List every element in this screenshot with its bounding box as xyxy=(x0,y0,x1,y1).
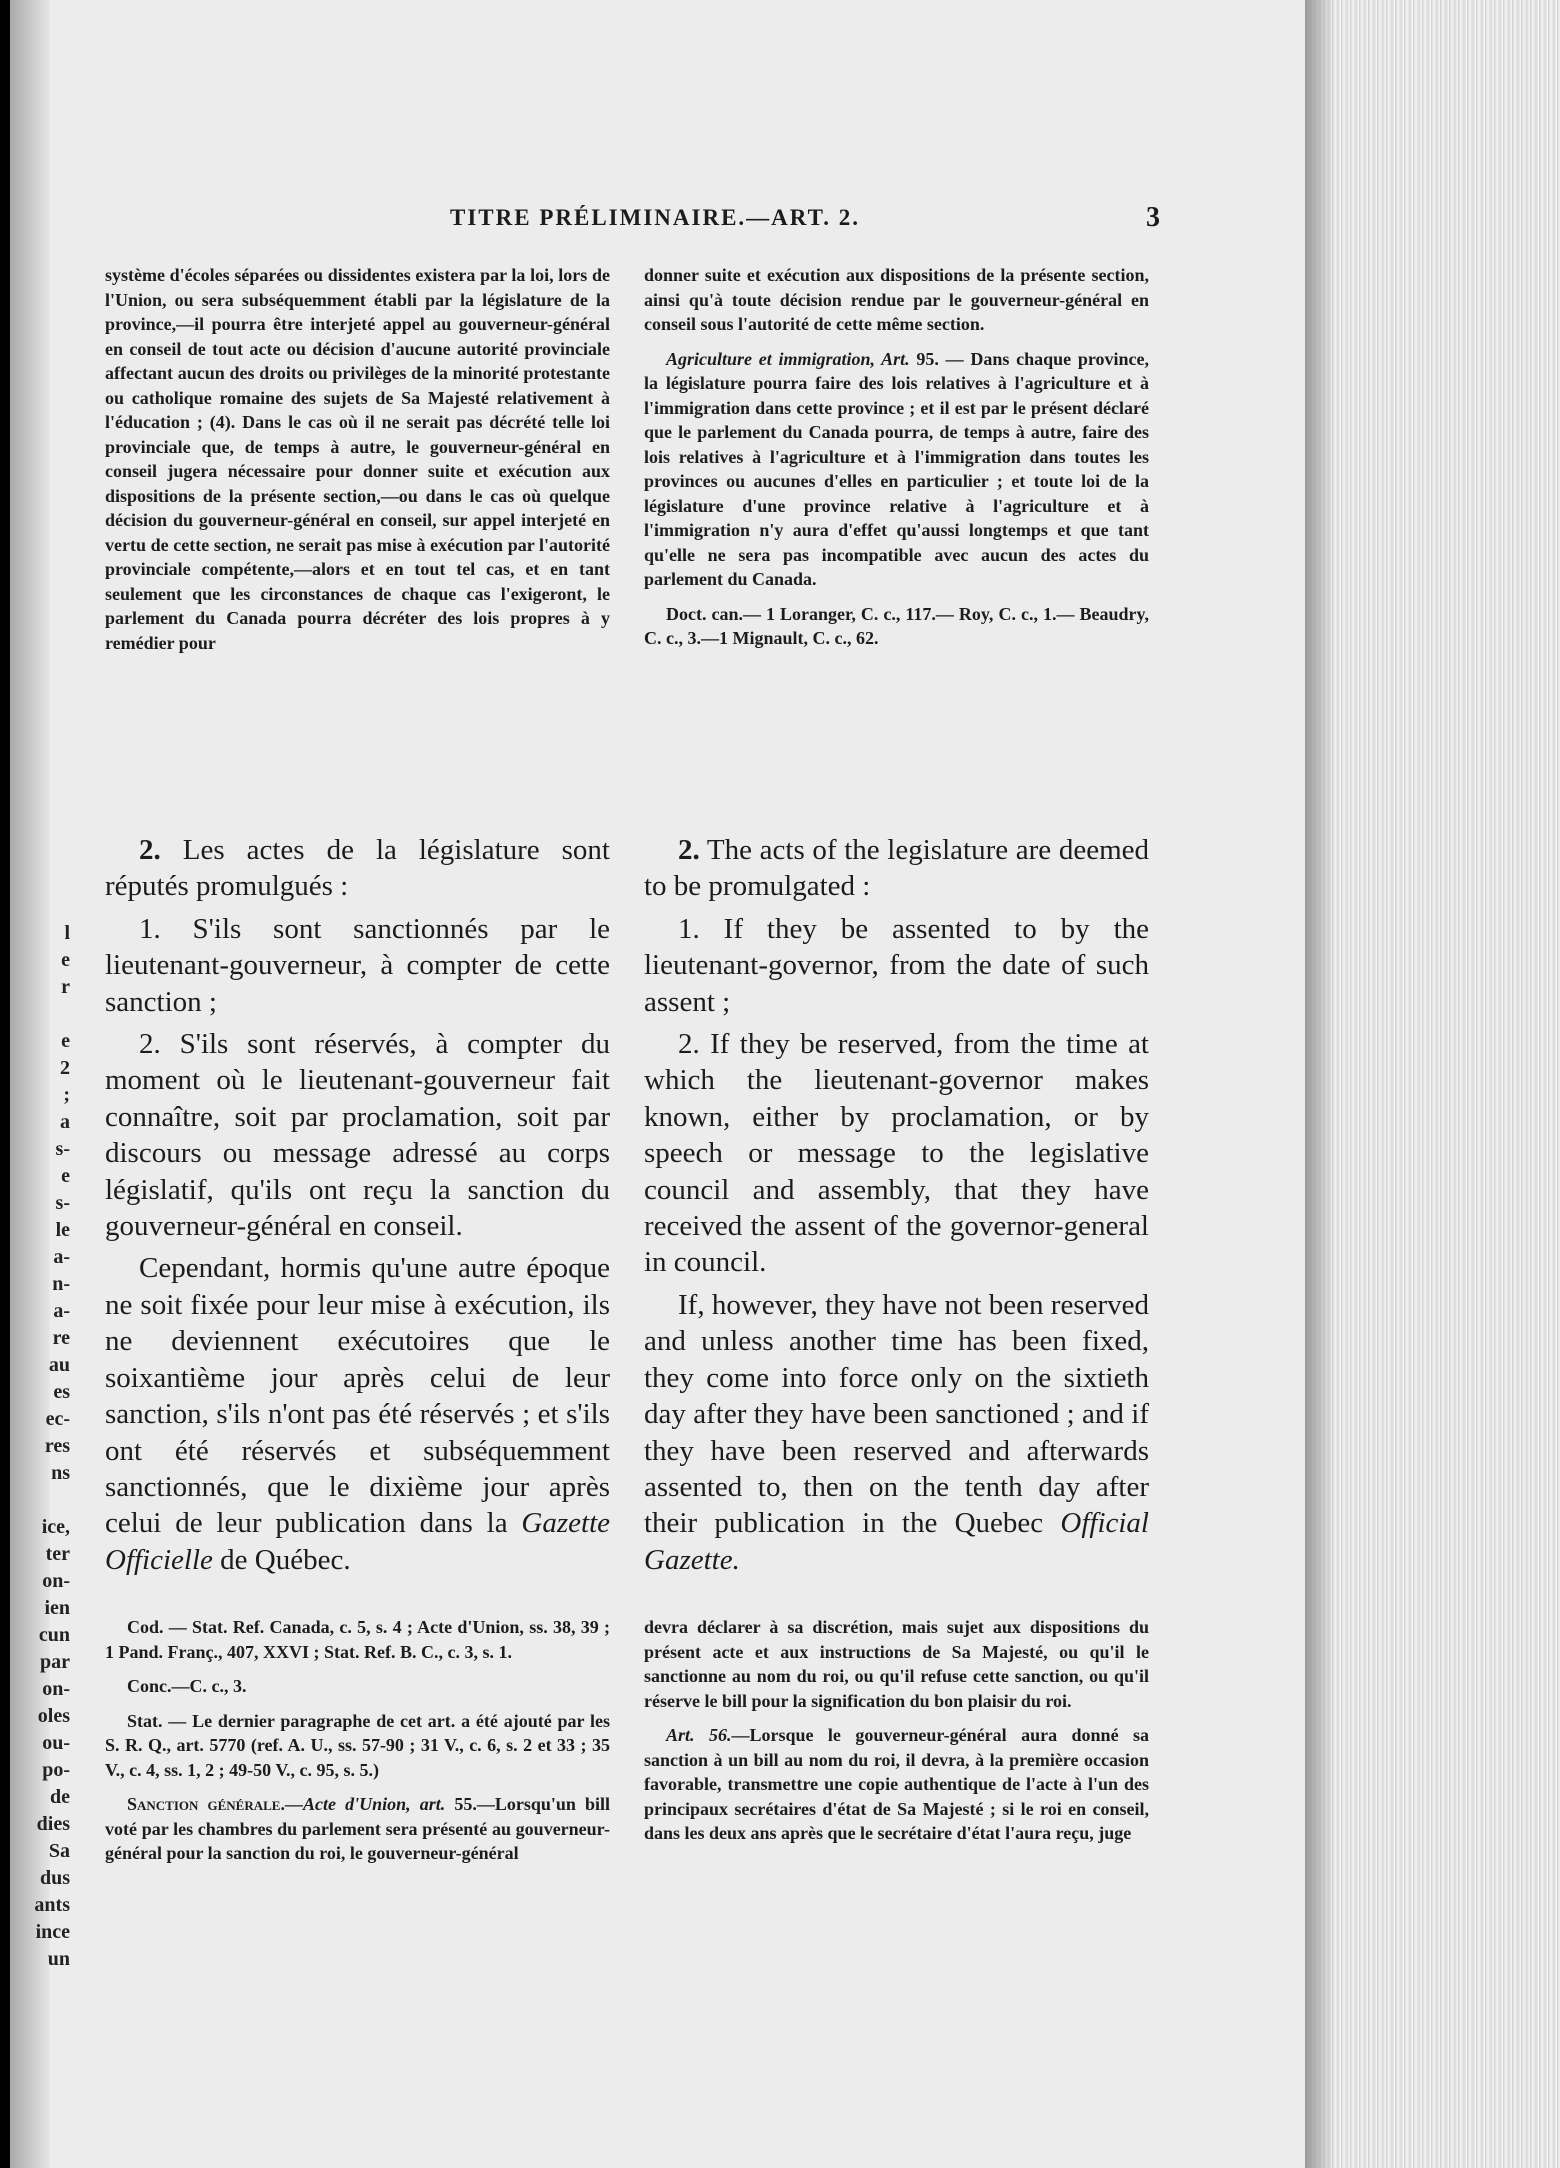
paragraph: donner suite et exécution aux dispositions de la présente section, ainsi qu'à toute décision rendue par le gouverneur-général en conseil sous l'autorité de cette même section. xyxy=(644,265,1149,334)
margin-fragment: Sa xyxy=(48,1840,70,1862)
top-left-column xyxy=(105,263,610,655)
article-number: 56. xyxy=(694,1725,732,1745)
paragraph-text: If, however, they have not been reserved and unless another time has been fixed, they come into force only on the sixtieth day after they have been sanctioned ; and if they have been reserved and afterwards assented to, then on the tenth day after their publication in the Quebec xyxy=(644,1288,1149,1540)
margin-fragment: un xyxy=(47,1948,70,1970)
margin-fragment: e xyxy=(61,949,70,971)
top-right-column xyxy=(644,263,1149,651)
paragraph-end: de Québec. xyxy=(212,1543,351,1576)
article-number: 55. xyxy=(445,1794,477,1814)
article-text: The acts of the legislature are deemed to be promulgated : xyxy=(644,834,1149,903)
margin-fragment: oles xyxy=(37,1705,70,1727)
sanction-generale xyxy=(105,1792,610,1866)
page-number: 3 xyxy=(1146,202,1160,233)
margin-fragment: ants xyxy=(34,1894,70,1916)
doctrine-references: Doct. can.— 1 Loranger, C. c., 117.— Roy, C. c., 1.— Beaudry, C. c., 3.—1 Mignault, C. c., 62. xyxy=(644,603,1149,648)
margin-fragment: e xyxy=(61,1030,70,1052)
margin-fragment: ; xyxy=(63,1084,70,1106)
gazette-title: Official Gazette. xyxy=(644,1507,1149,1576)
running-head: TITRE PRÉLIMINAIRE.—ART. 2. xyxy=(450,205,860,230)
article-intro xyxy=(105,832,610,905)
margin-fragment: ns xyxy=(51,1462,70,1484)
paragraph-text: Cependant, hormis qu'une autre époque ne soit fixée pour leur mise à exécution, ils ne deviennent exécutoires que le soixantième jour après celui de leur sanction, s'ils n'ont pas été réservés ; et s'ils ont été réservés et subséquemment sanctionnés, que le dixième jour après celui de leur publication dans la xyxy=(105,1252,610,1540)
code-references: Cod. — Stat. Ref. Canada, c. 5, s. 4 ; Acte d'Union, ss. 38, 39 ; 1 Pand. Franç., 407, XXVI ; Stat. Ref. B. C., c. 3, s. 1. xyxy=(105,1617,610,1662)
margin-fragment: r xyxy=(61,976,70,998)
article-text: Les actes de la législature sont réputés promulgués : xyxy=(105,834,610,903)
margin-fragment: dies xyxy=(36,1813,70,1835)
bottom-right-column xyxy=(644,1615,1149,1846)
margin-fragment: ien xyxy=(44,1597,70,1619)
margin-fragment: ice, xyxy=(41,1516,70,1538)
paragraph: 1. If they be assented to by the lieutenant-governor, from the date of such assent ; xyxy=(644,912,1149,1018)
paragraph: système d'écoles séparées ou dissidentes existera par la loi, lors de l'Union, ou sera subséquemment établi par la législature de la province,—il pourra être interjeté appel au gouverneur-général en conseil de tout acte ou décision d'aucune autorité provinciale affectant aucun des droits ou privilèges de la minorité protestante ou catholique romaine des sujets de Sa Majesté relativement à l'éducation ; (4). Dans le cas où il ne serait pas décrété telle loi provinciale que, de temps à autre, le gouverneur-général en conseil jugera nécessaire pour donner suite et exécution aux dispositions de la présente section,—ou dans le cas où quelque décision du gouverneur-général en conseil, sur appel interjeté en vertu de cette section, ne serait pas mise à exécution par l'autorité provinciale compétente,—alors et en tout tel cas, et en tant seulement que les circonstances de chaque cas l'exigeront, le parlement du Canada pourra décréter des lois propres à y remédier pour xyxy=(105,265,610,653)
article-text: —Lorsque le gouverneur-général aura donné sa sanction à un bill au nom du roi, il devra, à la première occasion favorable, transmettre une copie authentique de l'acte à l'un des principaux secrétaires d'état de Sa Majesté ; si le roi en conseil, dans les deux ans après que le secrétaire d'état l'aura reçu, juge xyxy=(644,1725,1150,1843)
margin-fragment: ec- xyxy=(45,1408,70,1430)
article-95 xyxy=(644,347,1149,592)
paragraph: devra déclarer à sa discrétion, mais sujet aux dispositions du présent acte et aux instructions de Sa Majesté, ou qu'il le sanctionne au nom du roi, ou qu'il refuse cette sanction, ou qu'il réserve le bill pour la signification du bon plaisir du roi. xyxy=(644,1617,1149,1711)
concordance: Conc.—C. c., 3. xyxy=(127,1676,247,1696)
margin-fragment xyxy=(20,1487,70,1514)
margin-fragment: a- xyxy=(53,1300,70,1322)
margin-fragment: cun xyxy=(38,1624,70,1646)
margin-fragment: e xyxy=(61,1165,70,1187)
margin-fragment: dus xyxy=(39,1867,70,1889)
margin-fragment: n- xyxy=(52,1273,70,1295)
margin-fragment: par xyxy=(40,1651,70,1673)
gazette-title: Gazette Officielle xyxy=(105,1507,610,1576)
margin-fragment: de xyxy=(50,1786,70,1808)
article-number: 95. — xyxy=(909,348,971,369)
article-label: Art. xyxy=(666,1725,695,1745)
book-page-edges xyxy=(1305,0,1560,2168)
margin-fragment: on- xyxy=(42,1678,70,1700)
margin-fragment: on- xyxy=(42,1570,70,1592)
book-page xyxy=(10,0,1310,2168)
article-intro xyxy=(644,832,1149,905)
margin-fragment: re xyxy=(52,1327,70,1349)
margin-fragment: es xyxy=(53,1381,70,1403)
article-text: —Lorsqu'un bill voté par les chambres du parlement sera présenté au gouverneur-général pour la sanction du roi, le gouverneur-général xyxy=(105,1794,610,1863)
margin-fragment: s- xyxy=(55,1138,70,1160)
margin-fragment: po- xyxy=(42,1759,70,1781)
paragraph: 2. S'ils sont réservés, à compter du moment où le lieutenant-gouverneur fait connaître, soit par proclamation, soit par discours ou message adressé au corps législatif, qu'ils ont reçu la sanction du gouverneur-général en conseil. xyxy=(105,1028,610,1243)
article-text: Dans chaque province, la législature pourra faire des lois relatives à l'agriculture et à l'immigration dans cette province ; et il est par le présent déclaré que le parlement du Canada pourra, de temps à autre, faire des lois relatives à l'agriculture et à l'immigration dans toutes les provinces ou aucunes d'elles en particulier ; et toute loi de la législature d'une province relative à l'agriculture et à l'immigration n'y aura d'effet qu'aussi longtemps et que tant qu'elle ne sera pas incompatible avec aucun des actes du parlement du Canada. xyxy=(644,348,1150,589)
margin-fragment xyxy=(20,1001,70,1028)
article-56 xyxy=(644,1723,1149,1846)
paragraph: 1. S'ils sont sanctionnés par le lieutenant-gouverneur, à compter de cette sanction ; xyxy=(105,912,610,1018)
paragraph xyxy=(644,1287,1149,1578)
margin-fragment: au xyxy=(48,1354,70,1376)
article-number: 2. xyxy=(678,834,700,866)
bottom-left-column xyxy=(105,1615,610,1866)
section-label: Sanction générale. xyxy=(127,1794,285,1814)
previous-page-fragments xyxy=(20,920,70,2020)
margin-fragment: ince xyxy=(35,1921,70,1943)
margin-fragment: res xyxy=(44,1435,70,1457)
margin-fragment: ou- xyxy=(42,1732,70,1754)
page-header xyxy=(450,200,1160,236)
paragraph: 2. If they be reserved, from the time at which the lieutenant-governor makes known, either by proclamation, or by speech or message to the legislative council and assembly, that they have received the assent of the governor-general in council. xyxy=(644,1028,1149,1279)
english-article-column xyxy=(644,832,1149,1578)
source-label: —Acte d'Union, art. xyxy=(284,1794,446,1814)
statute-note: Stat. — Le dernier paragraphe de cet art. a été ajouté par les S. R. Q., art. 5770 (ref. A. U., ss. 57-90 ; 31 V., c. 6, s. 2 et 33 ; 35 V., c. 4, ss. 1, 2 ; 49-50 V., c. 95, s. 5.) xyxy=(105,1710,610,1780)
book-edge-shadow xyxy=(1305,0,1335,2168)
margin-fragment: a- xyxy=(53,1246,70,1268)
margin-fragment: l xyxy=(64,922,70,944)
margin-fragment: 2 xyxy=(60,1057,70,1079)
margin-fragment: s- xyxy=(55,1192,70,1214)
article-number: 2. xyxy=(139,834,161,866)
article-label: Agriculture et immigration, Art. xyxy=(666,348,910,369)
margin-fragment: ter xyxy=(45,1543,70,1565)
margin-fragment: le xyxy=(55,1219,70,1241)
paragraph xyxy=(105,1250,610,1578)
french-article-column xyxy=(105,832,610,1578)
margin-fragment: a xyxy=(60,1111,70,1133)
